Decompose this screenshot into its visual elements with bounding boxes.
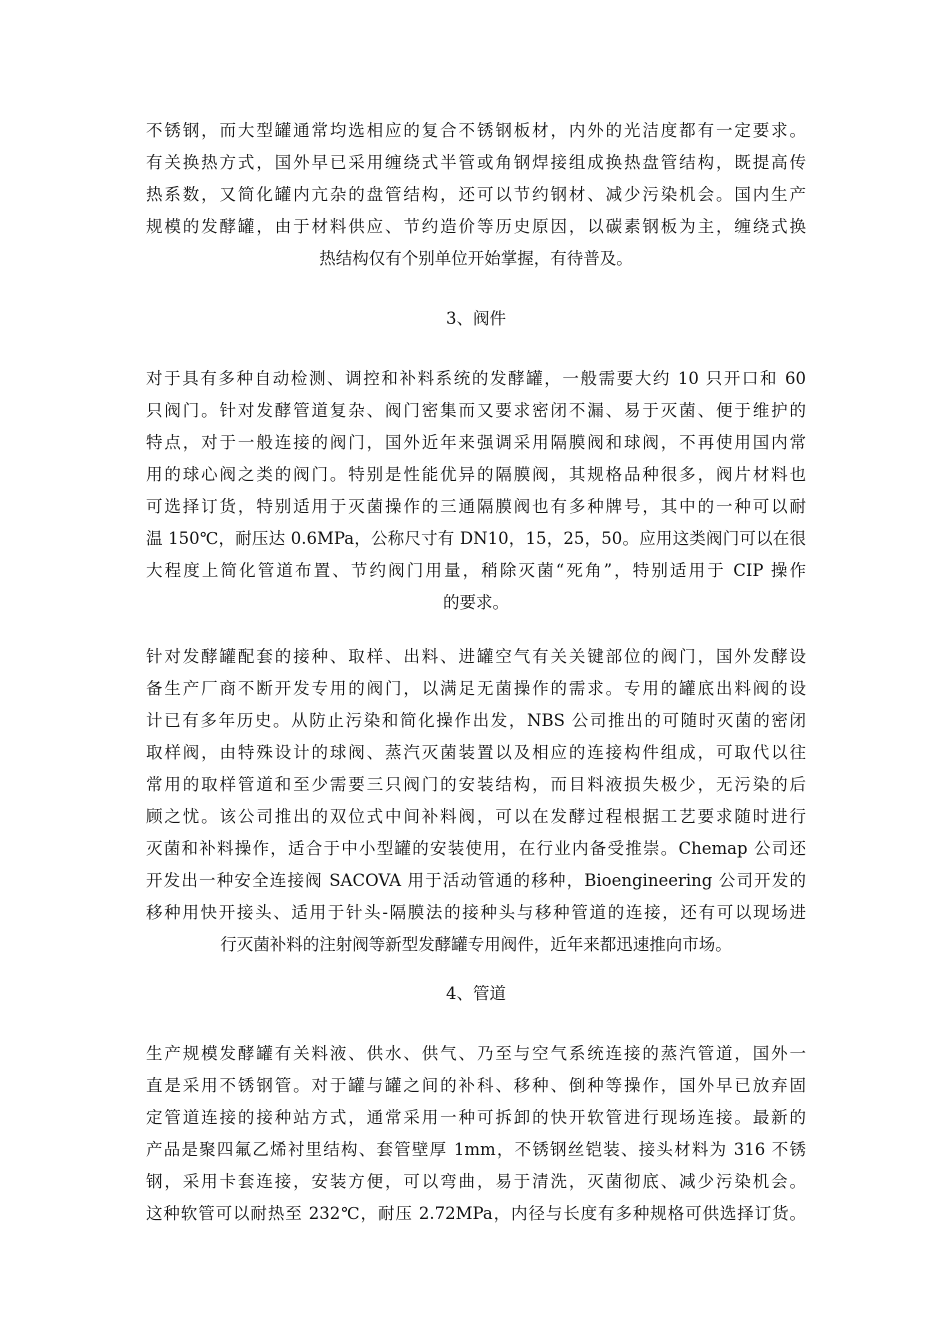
- section-heading-valves: 3、阀件: [446, 309, 506, 328]
- text-line: 取样阀，由特殊设计的球阀、蒸汽灭菌装置以及相应的连接构件组成，可取代以往: [146, 743, 806, 762]
- text-line: 备生产厂商不断开发专用的阀门，以满足无菌操作的需求。专用的罐底出料阀的设: [146, 679, 806, 698]
- text-line: 不锈钢，而大型罐通常均选相应的复合不锈钢板材，内外的光洁度都有一定要求。: [146, 121, 806, 140]
- text-line: 开发出一种安全连接阀 SACOVA 用于活动管通的移种，Bioengineering 公司开发的: [146, 871, 806, 890]
- text-line: 常用的取样管道和至少需要三只阀门的安装结构，而目料液损失极少，无污染的后: [146, 775, 806, 794]
- text-line: 热系数，又简化罐内亢杂的盘管结构，还可以节约钢材、减少污染机会。国内生产: [146, 185, 806, 204]
- text-line: 特点，对于一般连接的阀门，国外近年来强调采用隔膜阀和球阀，不再使用国内常: [146, 433, 806, 452]
- text-line: 生产规模发酵罐有关料液、供水、供气、乃至与空气系统连接的蒸汽管道，国外一: [146, 1044, 806, 1063]
- text-line: 定管道连接的接种站方式，通常采用一种可拆卸的快开软管进行现场连接。最新的: [146, 1108, 806, 1127]
- text-line: 规模的发酵罐，由于材料供应、节约造价等历史原因，以碳素钢板为主，缠绕式换: [146, 217, 806, 236]
- text-line: 的要求。: [443, 593, 509, 612]
- text-line: 计已有多年历史。从防止污染和简化操作出发，NBS 公司推出的可随时灭菌的密闭: [146, 711, 806, 730]
- text-line: 对于具有多种自动检测、调控和补料系统的发酵罐，一般需要大约 10 只开口和 60: [146, 369, 806, 388]
- text-line: 钢，采用卡套连接，安装方便，可以弯曲，易于清洗，灭菌彻底、减少污染机会。: [146, 1172, 806, 1191]
- text-line: 温 150℃，耐压达 0.6MPa，公称尺寸有 DN10，15，25，50。应用这类阀门可以在很: [146, 529, 806, 548]
- text-line: 产品是聚四氟乙烯衬里结构、套管壁厚 1mm，不锈钢丝铠装、接头材料为 316 不锈: [146, 1140, 806, 1159]
- text-line: 行灭菌补料的注射阀等新型发酵罐专用阀件，近年来都迅速推向市场。: [220, 935, 732, 954]
- text-line: 有关换热方式，国外早已采用缠绕式半管或角钢焊接组成换热盘管结构，既提高传: [146, 153, 806, 172]
- text-line: 针对发酵罐配套的接种、取样、出料、进罐空气有关关键部位的阀门，国外发酵设: [146, 647, 806, 666]
- text-line: 大程度上简化管道布置、节约阀门用量，稍除灭菌“死角”，特别适用于 CIP 操作: [146, 561, 806, 580]
- text-line: 只阀门。针对发酵管道复杂、阀门密集而又要求密闭不漏、易于灭菌、便于维护的: [146, 401, 806, 420]
- text-line: 可选择订货，特别适用于灭菌操作的三通隔膜阀也有多种牌号，其中的一种可以耐: [146, 497, 806, 516]
- text-line: 顾之忧。该公司推出的双位式中间补料阀，可以在发酵过程根据工艺要求随时进行: [146, 807, 806, 826]
- text-line: 用的球心阀之类的阀门。特别是性能优异的隔膜阀，其规格品种很多，阀片材料也: [146, 465, 806, 484]
- text-line: 直是采用不锈钢管。对于罐与罐之间的补科、移种、倒种等操作，国外早已放弃固: [146, 1076, 806, 1095]
- section-heading-pipes: 4、管道: [446, 984, 506, 1003]
- text-line: 这种软管可以耐热至 232℃，耐压 2.72MPa，内径与长度有多种规格可供选择订货。: [146, 1204, 806, 1223]
- text-line: 热结构仅有个别单位开始掌握，有待普及。: [319, 249, 633, 268]
- text-line: 移种用快开接头、适用于针头-隔膜法的接种头与移种管道的连接，还有可以现场进: [146, 903, 806, 922]
- text-line: 灭菌和补料操作，适合于中小型罐的安装使用，在行业内备受推崇。Chemap 公司还: [146, 839, 806, 858]
